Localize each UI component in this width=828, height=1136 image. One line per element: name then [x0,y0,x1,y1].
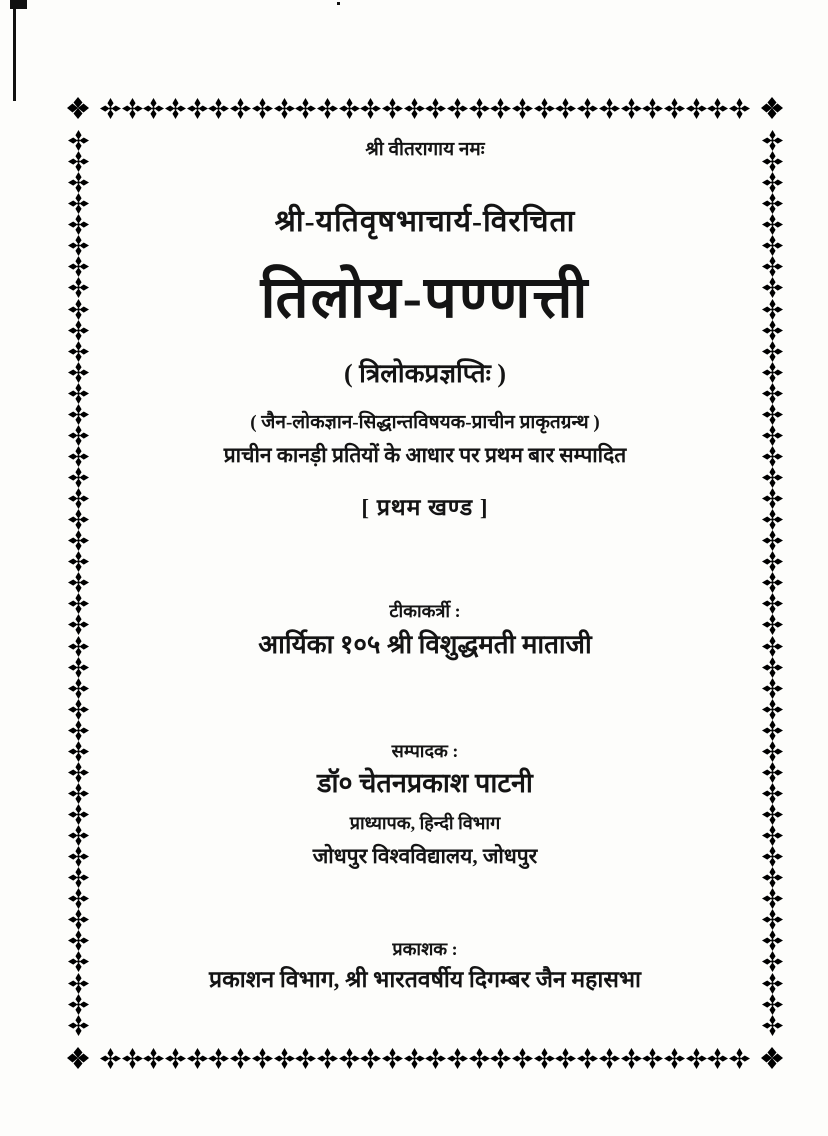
border-ornament-icon [68,151,89,172]
sanskrit-title: ( त्रिलोकप्रज्ञप्तिः ) [343,359,506,388]
border-ornament-icon [317,1048,338,1069]
border-ornament-icon [68,235,89,256]
border-ornament-icon [165,1048,186,1069]
border-ornament-icon [664,1048,685,1069]
border-ornament-icon [68,636,89,657]
border-ornament-icon [762,193,783,214]
border-ornament-icon [274,98,295,119]
border-ornament-icon [762,930,783,951]
border-ornament-icon [762,825,783,846]
border-ornament-icon [512,1048,533,1069]
border-ornament-icon [762,572,783,593]
border-ornament-icon [68,425,89,446]
border-ornament-icon [68,362,89,383]
border-ornament-icon [642,98,663,119]
border-ornament-icon [68,341,89,362]
border-ornament-icon [143,98,164,119]
border-ornament-icon [762,657,783,678]
border-ornament-icon [599,98,620,119]
border-ornament-icon [68,467,89,488]
border-ornament-icon [555,98,576,119]
editor-designation: प्राध्यापक, हिन्दी विभाग [349,813,501,833]
border-ornament-icon [68,383,89,404]
border-ornament-icon [339,1048,360,1069]
border-ornament-icon [295,1048,316,1069]
border-ornament-icon [360,1048,381,1069]
border-ornament-icon [68,1015,89,1036]
border-ornament-icon [762,446,783,467]
border-ornament-icon [762,994,783,1015]
corner-ornament-icon [752,1038,792,1078]
border-ornament-icon [68,509,89,530]
border-ornament-icon [762,783,783,804]
border-ornament-icon [599,1048,620,1069]
border-ornament-icon [68,193,89,214]
border-ornament-icon [68,973,89,994]
volume-label: [ प्रथम खण्ड ] [361,495,489,520]
border-ornament-icon [762,593,783,614]
border-ornament-icon [68,741,89,762]
border-ornament-icon [469,1048,490,1069]
border-ornament-icon [100,98,121,119]
border-ornament-icon [555,1048,576,1069]
book-title: तिलोय-पण्णत्ती [260,265,590,330]
border-ornament-icon [425,98,446,119]
border-ornament-icon [762,973,783,994]
border-ornament-icon [762,235,783,256]
border-ornament-icon [68,446,89,467]
border-ornament-icon [68,867,89,888]
border-ornament-icon [68,404,89,425]
border-ornament-icon [762,341,783,362]
border-ornament-icon [762,214,783,235]
border-ornament-icon [762,277,783,298]
border-ornament-icon [68,593,89,614]
border-ornament-icon [382,1048,403,1069]
description-line: ( जैन-लोकज्ञान-सिद्धान्तविषयक-प्राचीन प्राकृतग्रन्थ ) [250,412,600,433]
border-ornament-icon [762,762,783,783]
border-ornament-icon [404,1048,425,1069]
border-ornament-icon [762,636,783,657]
border-ornament-icon [762,551,783,572]
swastika-icon [332,140,351,159]
scan-artifact-left-line [13,5,16,101]
border-ornament-icon [187,1048,208,1069]
corner-ornament-icon [752,88,792,128]
border-ornament-icon [762,467,783,488]
border-ornament-icon [762,888,783,909]
border-left-ornaments [58,130,98,1036]
border-ornament-icon [68,994,89,1015]
section-divider [95,684,755,714]
border-ornament-icon [230,1048,251,1069]
border-ornament-icon [317,98,338,119]
border-ornament-icon [68,888,89,909]
editor-heading: सम्पादक : [391,741,459,761]
scan-artifact-dot [337,2,340,5]
border-ornament-icon [100,1048,121,1069]
border-ornament-icon [208,1048,229,1069]
border-ornament-icon [762,614,783,635]
border-ornament-icon [762,362,783,383]
border-right-ornaments [752,130,792,1036]
border-ornament-icon [762,678,783,699]
swastika-icon [410,883,440,913]
border-bottom-ornaments [100,1038,750,1078]
border-ornament-icon [68,277,89,298]
border-ornament-icon [534,1048,555,1069]
border-ornament-icon [68,572,89,593]
border-ornament-icon [762,299,783,320]
border-ornament-icon [707,1048,728,1069]
border-ornament-icon [686,1048,707,1069]
border-ornament-icon [425,1048,446,1069]
swastika-icon [410,684,440,714]
border-ornament-icon [68,488,89,509]
border-ornament-icon [729,98,750,119]
border-ornament-icon [68,320,89,341]
edition-line: प्राचीन कानड़ी प्रतियों के आधार पर प्रथम बार सम्पादित [223,443,627,467]
border-ornament-icon [762,383,783,404]
border-ornament-icon [490,98,511,119]
border-ornament-icon [143,1048,164,1069]
border-ornament-icon [762,130,783,151]
border-ornament-icon [68,657,89,678]
border-ornament-icon [762,867,783,888]
border-ornament-icon [68,172,89,193]
commentator-name: आर्यिका १०५ श्री विशुद्धमती माताजी [258,630,592,659]
border-ornament-icon [707,98,728,119]
border-ornament-icon [68,930,89,951]
border-ornament-icon [68,530,89,551]
swastika-icon [499,140,518,159]
border-ornament-icon [339,98,360,119]
swastika-icon [410,548,440,578]
publisher-name: प्रकाशन विभाग, श्री भारतवर्षीय दिगम्बर जैन महासभा [208,967,641,992]
border-ornament-icon [512,98,533,119]
border-ornament-icon [122,98,143,119]
border-ornament-icon [68,720,89,741]
border-ornament-icon [642,1048,663,1069]
border-ornament-icon [621,98,642,119]
editor-institution: जोधपुर विश्वविद्यालय, जोधपुर [312,844,538,868]
border-ornament-icon [762,404,783,425]
border-ornament-icon [68,783,89,804]
border-ornament-icon [577,1048,598,1069]
border-ornament-icon [360,98,381,119]
border-ornament-icon [68,614,89,635]
border-ornament-icon [230,98,251,119]
border-ornament-icon [686,98,707,119]
border-ornament-icon [729,1048,750,1069]
author-line: श्री-यतिवृषभाचार्य-विरचिता [274,205,576,238]
border-ornament-icon [68,804,89,825]
border-ornament-icon [490,1048,511,1069]
border-ornament-icon [447,1048,468,1069]
section-divider [95,548,755,578]
border-ornament-icon [762,720,783,741]
corner-ornament-icon [58,1038,98,1078]
border-ornament-icon [664,98,685,119]
border-ornament-icon [762,172,783,193]
border-ornament-icon [68,699,89,720]
border-ornament-icon [122,1048,143,1069]
border-ornament-icon [621,1048,642,1069]
border-ornament-icon [762,488,783,509]
border-ornament-icon [68,762,89,783]
border-ornament-icon [68,551,89,572]
border-ornament-icon [762,151,783,172]
border-ornament-icon [274,1048,295,1069]
invocation-text: श्री वीतरागाय नमः [365,139,485,160]
border-ornament-icon [469,98,490,119]
border-ornament-icon [762,804,783,825]
border-ornament-icon [68,214,89,235]
border-ornament-icon [208,98,229,119]
border-ornament-icon [68,951,89,972]
border-ornament-icon [762,699,783,720]
border-ornament-icon [762,951,783,972]
border-ornament-icon [68,846,89,867]
border-ornament-icon [295,98,316,119]
publisher-heading: प्रकाशक : [392,939,458,959]
border-ornament-icon [68,825,89,846]
border-ornament-icon [762,256,783,277]
border-ornament-icon [187,98,208,119]
border-ornament-icon [447,98,468,119]
border-ornament-icon [577,98,598,119]
border-ornament-icon [252,1048,273,1069]
border-ornament-icon [762,509,783,530]
border-ornament-icon [68,130,89,151]
border-ornament-icon [534,98,555,119]
border-top-ornaments [100,88,750,128]
corner-ornament-icon [58,88,98,128]
border-ornament-icon [382,98,403,119]
border-ornament-icon [762,1015,783,1036]
border-ornament-icon [68,678,89,699]
invocation-line [95,138,755,162]
commentator-heading: टीकाकर्त्री : [389,601,461,621]
border-ornament-icon [762,846,783,867]
border-ornament-icon [404,98,425,119]
border-ornament-icon [762,741,783,762]
section-divider [95,883,755,913]
border-ornament-icon [68,909,89,930]
border-ornament-icon [252,98,273,119]
border-ornament-icon [762,530,783,551]
border-ornament-icon [762,320,783,341]
border-ornament-icon [68,256,89,277]
editor-name: डॉ० चेतनप्रकाश पाटनी [317,768,533,798]
border-ornament-icon [762,425,783,446]
border-ornament-icon [762,909,783,930]
border-ornament-icon [68,299,89,320]
border-ornament-icon [165,98,186,119]
